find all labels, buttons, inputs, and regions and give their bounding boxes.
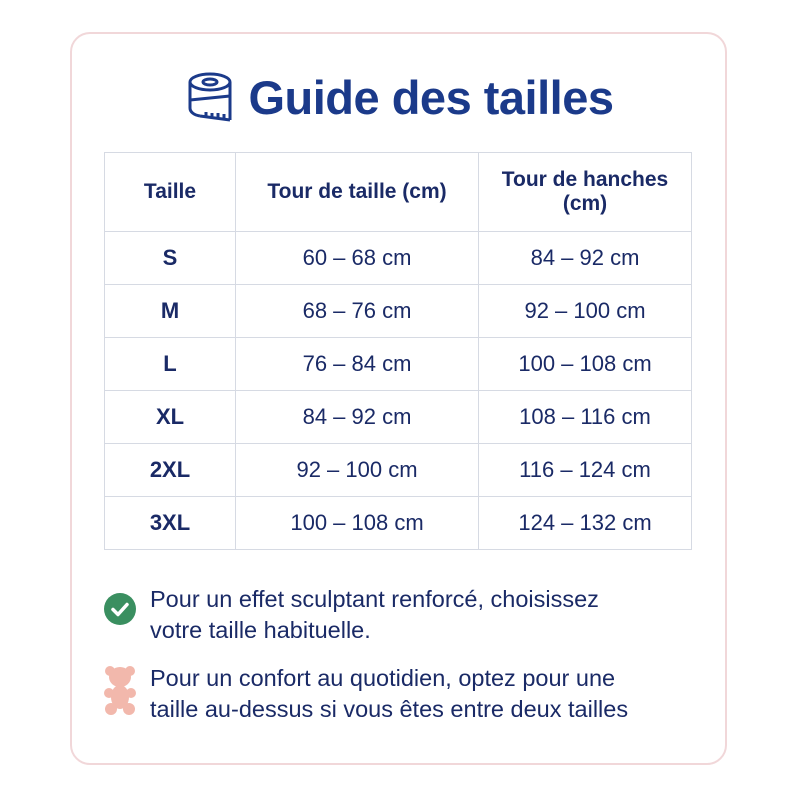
header [0, 70, 800, 125]
size-cell: XL [105, 391, 236, 444]
hips-cell: 108 – 116 cm [479, 391, 692, 444]
table-row [105, 391, 692, 444]
size-cell: L [105, 338, 236, 391]
waist-cell: 84 – 92 cm [236, 391, 479, 444]
table-row [105, 338, 692, 391]
note-line: votre taille habituelle. [150, 617, 371, 643]
hips-cell: 116 – 124 cm [479, 444, 692, 497]
size-cell: S [105, 232, 236, 285]
table-row [105, 232, 692, 285]
header-size: Taille [105, 153, 236, 232]
waist-cell: 92 – 100 cm [236, 444, 479, 497]
measuring-tape-icon [186, 72, 234, 124]
waist-cell: 76 – 84 cm [236, 338, 479, 391]
table-header-row [105, 153, 692, 232]
hips-cell: 100 – 108 cm [479, 338, 692, 391]
note-line: Pour un effet sculptant renforcé, choisissez [150, 586, 599, 612]
header-waist: Tour de taille (cm) [236, 153, 479, 232]
table-row [105, 497, 692, 550]
size-cell: 2XL [105, 444, 236, 497]
waist-cell: 68 – 76 cm [236, 285, 479, 338]
note-comfort [150, 663, 628, 725]
header-hips: Tour de hanches (cm) [479, 153, 692, 232]
size-cell: M [105, 285, 236, 338]
page-title: Guide des tailles [248, 71, 614, 124]
waist-cell: 60 – 68 cm [236, 232, 479, 285]
size-table [104, 152, 692, 550]
check-circle-icon [104, 593, 136, 625]
size-cell: 3XL [105, 497, 236, 550]
note-line: taille au-dessus si vous êtes entre deux tailles [150, 696, 629, 722]
table-row [105, 444, 692, 497]
note-sculpting [150, 584, 599, 646]
hips-cell: 84 – 92 cm [479, 232, 692, 285]
note-line: Pour un confort au quotidien, optez pour une [150, 665, 616, 691]
waist-cell: 100 – 108 cm [236, 497, 479, 550]
hips-cell: 92 – 100 cm [479, 285, 692, 338]
hips-cell: 124 – 132 cm [479, 497, 692, 550]
table-row [105, 285, 692, 338]
teddy-bear-icon [104, 665, 136, 717]
